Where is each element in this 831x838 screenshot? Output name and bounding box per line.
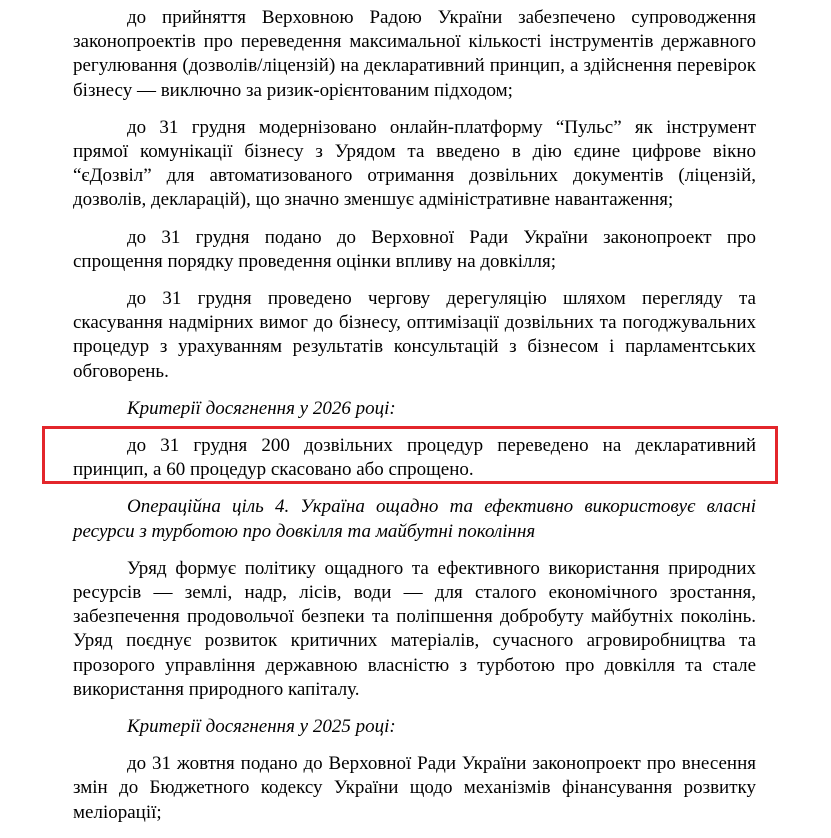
paragraph-environmental-assessment: до 31 грудня подано до Верховної Ради України законопроект про спрощення порядку проведення оцінки впливу на довкілля; xyxy=(73,226,756,272)
paragraph-budget-code: до 31 жовтня подано до Верховної Ради України законопроект про внесення змін до Бюджетного кодексу України щодо механізмів фінансування розвитку меліорації; xyxy=(73,753,756,823)
operational-goal-4-heading: Операційна ціль 4. Україна ощадно та ефективно використовує власні ресурси з турботою про довкілля та майбутні покоління xyxy=(73,496,756,542)
criteria-2025-heading: Критерії досягнення у 2025 році: xyxy=(127,716,396,738)
highlighted-section xyxy=(73,434,756,482)
paragraph-permits-declarative: до прийняття Верховною Радою України забезпечено супроводження законопроектів про переведення максимальної кількості інструментів державного регулювання (дозволів/ліцензій) на декларативний принцип, а здійснення перевірок бізнесу — виключно за ризик-орієнтованим підходом; xyxy=(73,7,756,101)
paragraph-highlighted-procedures: до 31 грудня 200 дозвільних процедур переведено на декларативний принцип, а 60 процедур скасовано або спрощено. xyxy=(73,435,756,481)
document-page xyxy=(73,0,756,838)
paragraph-goal-description: Уряд формує політику ощадного та ефективного використання природних ресурсів — землі, надр, лісів, води — для сталого економічного зростання, забезпечення продовольчої безпеки та поліпшення добробуту майбутніх поколінь. Уряд поєднує розвиток критичних матеріалів, сучасного агровиробництва та прозорого управління державною власністю з турботою про довкілля та стале використання природного капіталу. xyxy=(73,557,756,700)
paragraph-puls-platform: до 31 грудня модернізовано онлайн-платформу “Пульс” як інструмент прямої комунікації бізнесу з Урядом та введено в дію єдине цифрове вікно “єДозвіл” для автоматизованого отримання дозвільних документів (ліцензій, дозволів, декларацій), що значно зменшує адміністративне навантаження; xyxy=(73,116,756,211)
criteria-2026-heading: Критерії досягнення у 2026 році: xyxy=(127,397,396,419)
paragraph-deregulation: до 31 грудня проведено чергову дерегуляцію шляхом перегляду та скасування надмірних вимог до бізнесу, оптимізації дозвільних та погоджувальних процедур з урахуванням результатів консультацій з бізнесом і парламентських обговорень. xyxy=(73,288,756,382)
